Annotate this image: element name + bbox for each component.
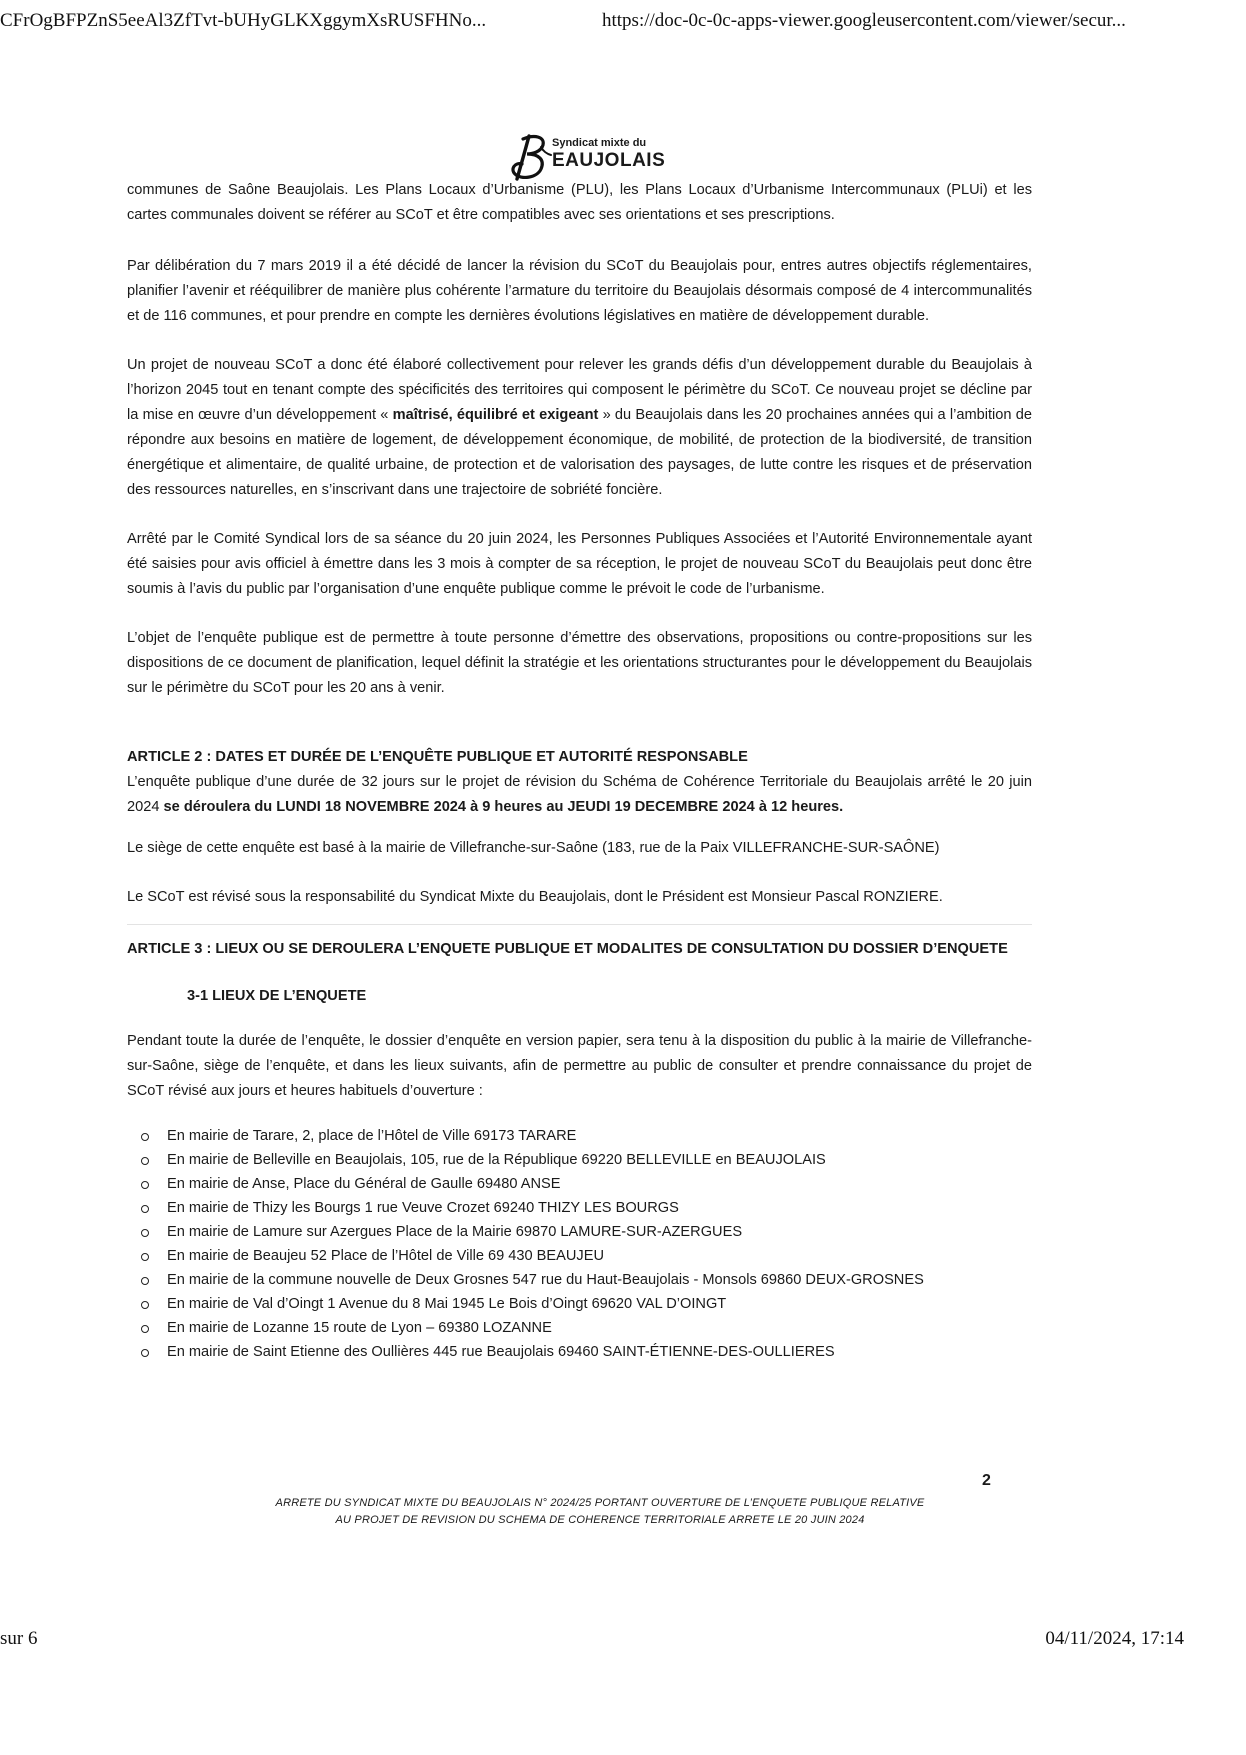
paragraph-projet-emphasis: maîtrisé, équilibré et exigeant bbox=[392, 407, 599, 423]
list-item: En mairie de Saint Etienne des Oullières 445 rue Beaujolais 69460 SAINT-ÉTIENNE-DES-OULLIERES bbox=[141, 1340, 1032, 1364]
list-item: En mairie de Lozanne 15 route de Lyon – 69380 LOZANNE bbox=[141, 1316, 1032, 1340]
beaujolais-b-logo-icon bbox=[505, 133, 555, 183]
print-footer-page-count: sur 6 bbox=[0, 1628, 38, 1649]
paragraph-objet: L’objet de l’enquête publique est de permettre à toute personne d’émettre des observations, propositions ou contre-propositions sur les dispositions de ce document de planification, lequel définit la stratégie et les orientations structurantes pour le développement du Beaujolais sur le périmètre du SCoT pour les 20 ans à venir. bbox=[127, 630, 1032, 696]
list-item: En mairie de Anse, Place du Général de Gaulle 69480 ANSE bbox=[141, 1172, 1032, 1196]
paragraph-projet-text-a: Un projet de nouveau SCoT a donc été élaboré collectivement pour relever les grands défis d’un développement durable du Beaujolais à l’horizon 2045 tout en tenant compte des spécificités des territoires qui composent le périmètre du SCoT. Ce nouveau projet se décline par la mise en œuvre d’un développement « bbox=[127, 357, 1032, 423]
paragraph-projet bbox=[127, 353, 1032, 503]
article-3-title: ARTICLE 3 : LIEUX OU SE DEROULERA L’ENQUETE PUBLIQUE ET MODALITES DE CONSULTATION DU DOSSIER D’ENQUETE bbox=[127, 941, 1008, 957]
list-item: En mairie de Belleville en Beaujolais, 105, rue de la République 69220 BELLEVILLE en BEAUJOLAIS bbox=[141, 1148, 1032, 1172]
document-footer-line-1: ARRETE DU SYNDICAT MIXTE DU BEAUJOLAIS N° 2024/25 PORTANT OUVERTURE DE L’ENQUETE PUBLIQUE RELATIVE bbox=[275, 1497, 925, 1509]
paragraph-arrete: Arrêté par le Comité Syndical lors de sa séance du 20 juin 2024, les Personnes Publiques Associées et l’Autorité Environnementale ayant été saisies pour avis officiel à émettre dans les 3 mois à compter de sa réception, le projet de nouveau SCoT du Beaujolais peut donc être soumis à l’avis du public par l’organisation d’une enquête publique comme le prévoit le code de l’urbanisme. bbox=[127, 531, 1032, 597]
logo-text-big: EAUJOLAIS bbox=[552, 150, 666, 171]
syndicat-logo bbox=[505, 133, 685, 181]
paragraph-intro: communes de Saône Beaujolais. Les Plans Locaux d’Urbanisme (PLU), les Plans Locaux d’Urbanisme Intercommunaux (PLUi) et les cartes communales doivent se référer au SCoT et être compatibles avec ses orientations et ses prescriptions. bbox=[127, 182, 1032, 223]
paragraph-projet-text-b: » du Beaujolais dans les 20 prochaines années qui a l’ambition de répondre aux besoins en matière de logement, de développement économique, de mobilité, de protection de la biodiversité, de transition énergétique et alimentaire, de qualité urbaine, de protection et de valorisation des paysages, de lutte contre les risques et de préservation des ressources naturelles, en s’inscrivant dans une trajectoire de sobriété foncière. bbox=[127, 407, 1032, 498]
article-3-intro: Pendant toute la durée de l’enquête, le dossier d’enquête en version papier, sera tenu à la disposition du public à la mairie de Villefranche-sur-Saône, siège de l’enquête, et dans les lieux suivants, afin de permettre au public de consulter et prendre connaissance du projet de SCoT révisé aux jours et heures habituels d’ouverture : bbox=[127, 1033, 1032, 1099]
article-2-responsable: Le SCoT est révisé sous la responsabilité du Syndicat Mixte du Beaujolais, dont le Président est Monsieur Pascal RONZIERE. bbox=[127, 889, 943, 905]
logo-text-small: Syndicat mixte du bbox=[552, 137, 647, 149]
print-header-document-id: CFrOgBFPZnS5eeAl3ZfTvt-bUHyGLKXggymXsRUSFHNo... bbox=[0, 10, 487, 31]
document-footer-line-2: AU PROJET DE REVISION DU SCHEMA DE COHERENCE TERRITORIALE ARRETE LE 20 JUIN 2024 bbox=[335, 1514, 865, 1526]
list-item: En mairie de Lamure sur Azergues Place de la Mairie 69870 LAMURE-SUR-AZERGUES bbox=[141, 1220, 1032, 1244]
list-item: En mairie de Beaujeu 52 Place de l’Hôtel de Ville 69 430 BEAUJEU bbox=[141, 1244, 1032, 1268]
list-item: En mairie de Tarare, 2, place de l’Hôtel de Ville 69173 TARARE bbox=[141, 1124, 1032, 1148]
article-2-dates-emphasis: se déroulera du LUNDI 18 NOVEMBRE 2024 à 9 heures au JEUDI 19 DECEMBRE 2024 à 12 heures. bbox=[163, 799, 844, 815]
list-item: En mairie de Val d’Oingt 1 Avenue du 8 Mai 1945 Le Bois d’Oingt 69620 VAL D’OINGT bbox=[141, 1292, 1032, 1316]
list-item: En mairie de Thizy les Bourgs 1 rue Veuve Crozet 69240 THIZY LES BOURGS bbox=[141, 1196, 1032, 1220]
enquete-locations-list bbox=[127, 1124, 1032, 1364]
article-2-dates-text: L’enquête publique d’une durée de 32 jours sur le projet de révision du Schéma de Cohérence Territoriale du Beaujolais arrêté le 20 juin 2024 bbox=[127, 774, 1032, 815]
paragraph-deliberation: Par délibération du 7 mars 2019 il a été décidé de lancer la révision du SCoT du Beaujolais pour, entres autres objectifs réglementaires, planifier l’avenir et rééquilibrer de manière plus cohérente l’armature du territoire du Beaujolais désormais composé de 4 intercommunalités et de 116 communes, et pour prendre en compte les dernières évolutions législatives en matière de développement durable. bbox=[127, 258, 1032, 324]
article-2-dates bbox=[127, 770, 1032, 820]
page-number: 2 bbox=[982, 1472, 991, 1489]
document-footer bbox=[160, 1495, 1040, 1529]
document-body bbox=[127, 178, 1032, 1364]
section-divider bbox=[127, 924, 1032, 925]
print-footer-timestamp: 04/11/2024, 17:14 bbox=[1045, 1628, 1184, 1649]
article-3-1-subtitle: 3-1 LIEUX DE L’ENQUETE bbox=[187, 988, 367, 1004]
article-2-title: ARTICLE 2 : DATES ET DURÉE DE L’ENQUÊTE PUBLIQUE ET AUTORITÉ RESPONSABLE bbox=[127, 749, 748, 765]
article-2-siege: Le siège de cette enquête est basé à la mairie de Villefranche-sur-Saône (183, rue de la Paix VILLEFRANCHE-SUR-SAÔNE) bbox=[127, 840, 940, 856]
print-header-url: https://doc-0c-0c-apps-viewer.googleusercontent.com/viewer/secur... bbox=[602, 10, 1126, 31]
list-item: En mairie de la commune nouvelle de Deux Grosnes 547 rue du Haut-Beaujolais - Monsols 69860 DEUX-GROSNES bbox=[141, 1268, 1032, 1292]
